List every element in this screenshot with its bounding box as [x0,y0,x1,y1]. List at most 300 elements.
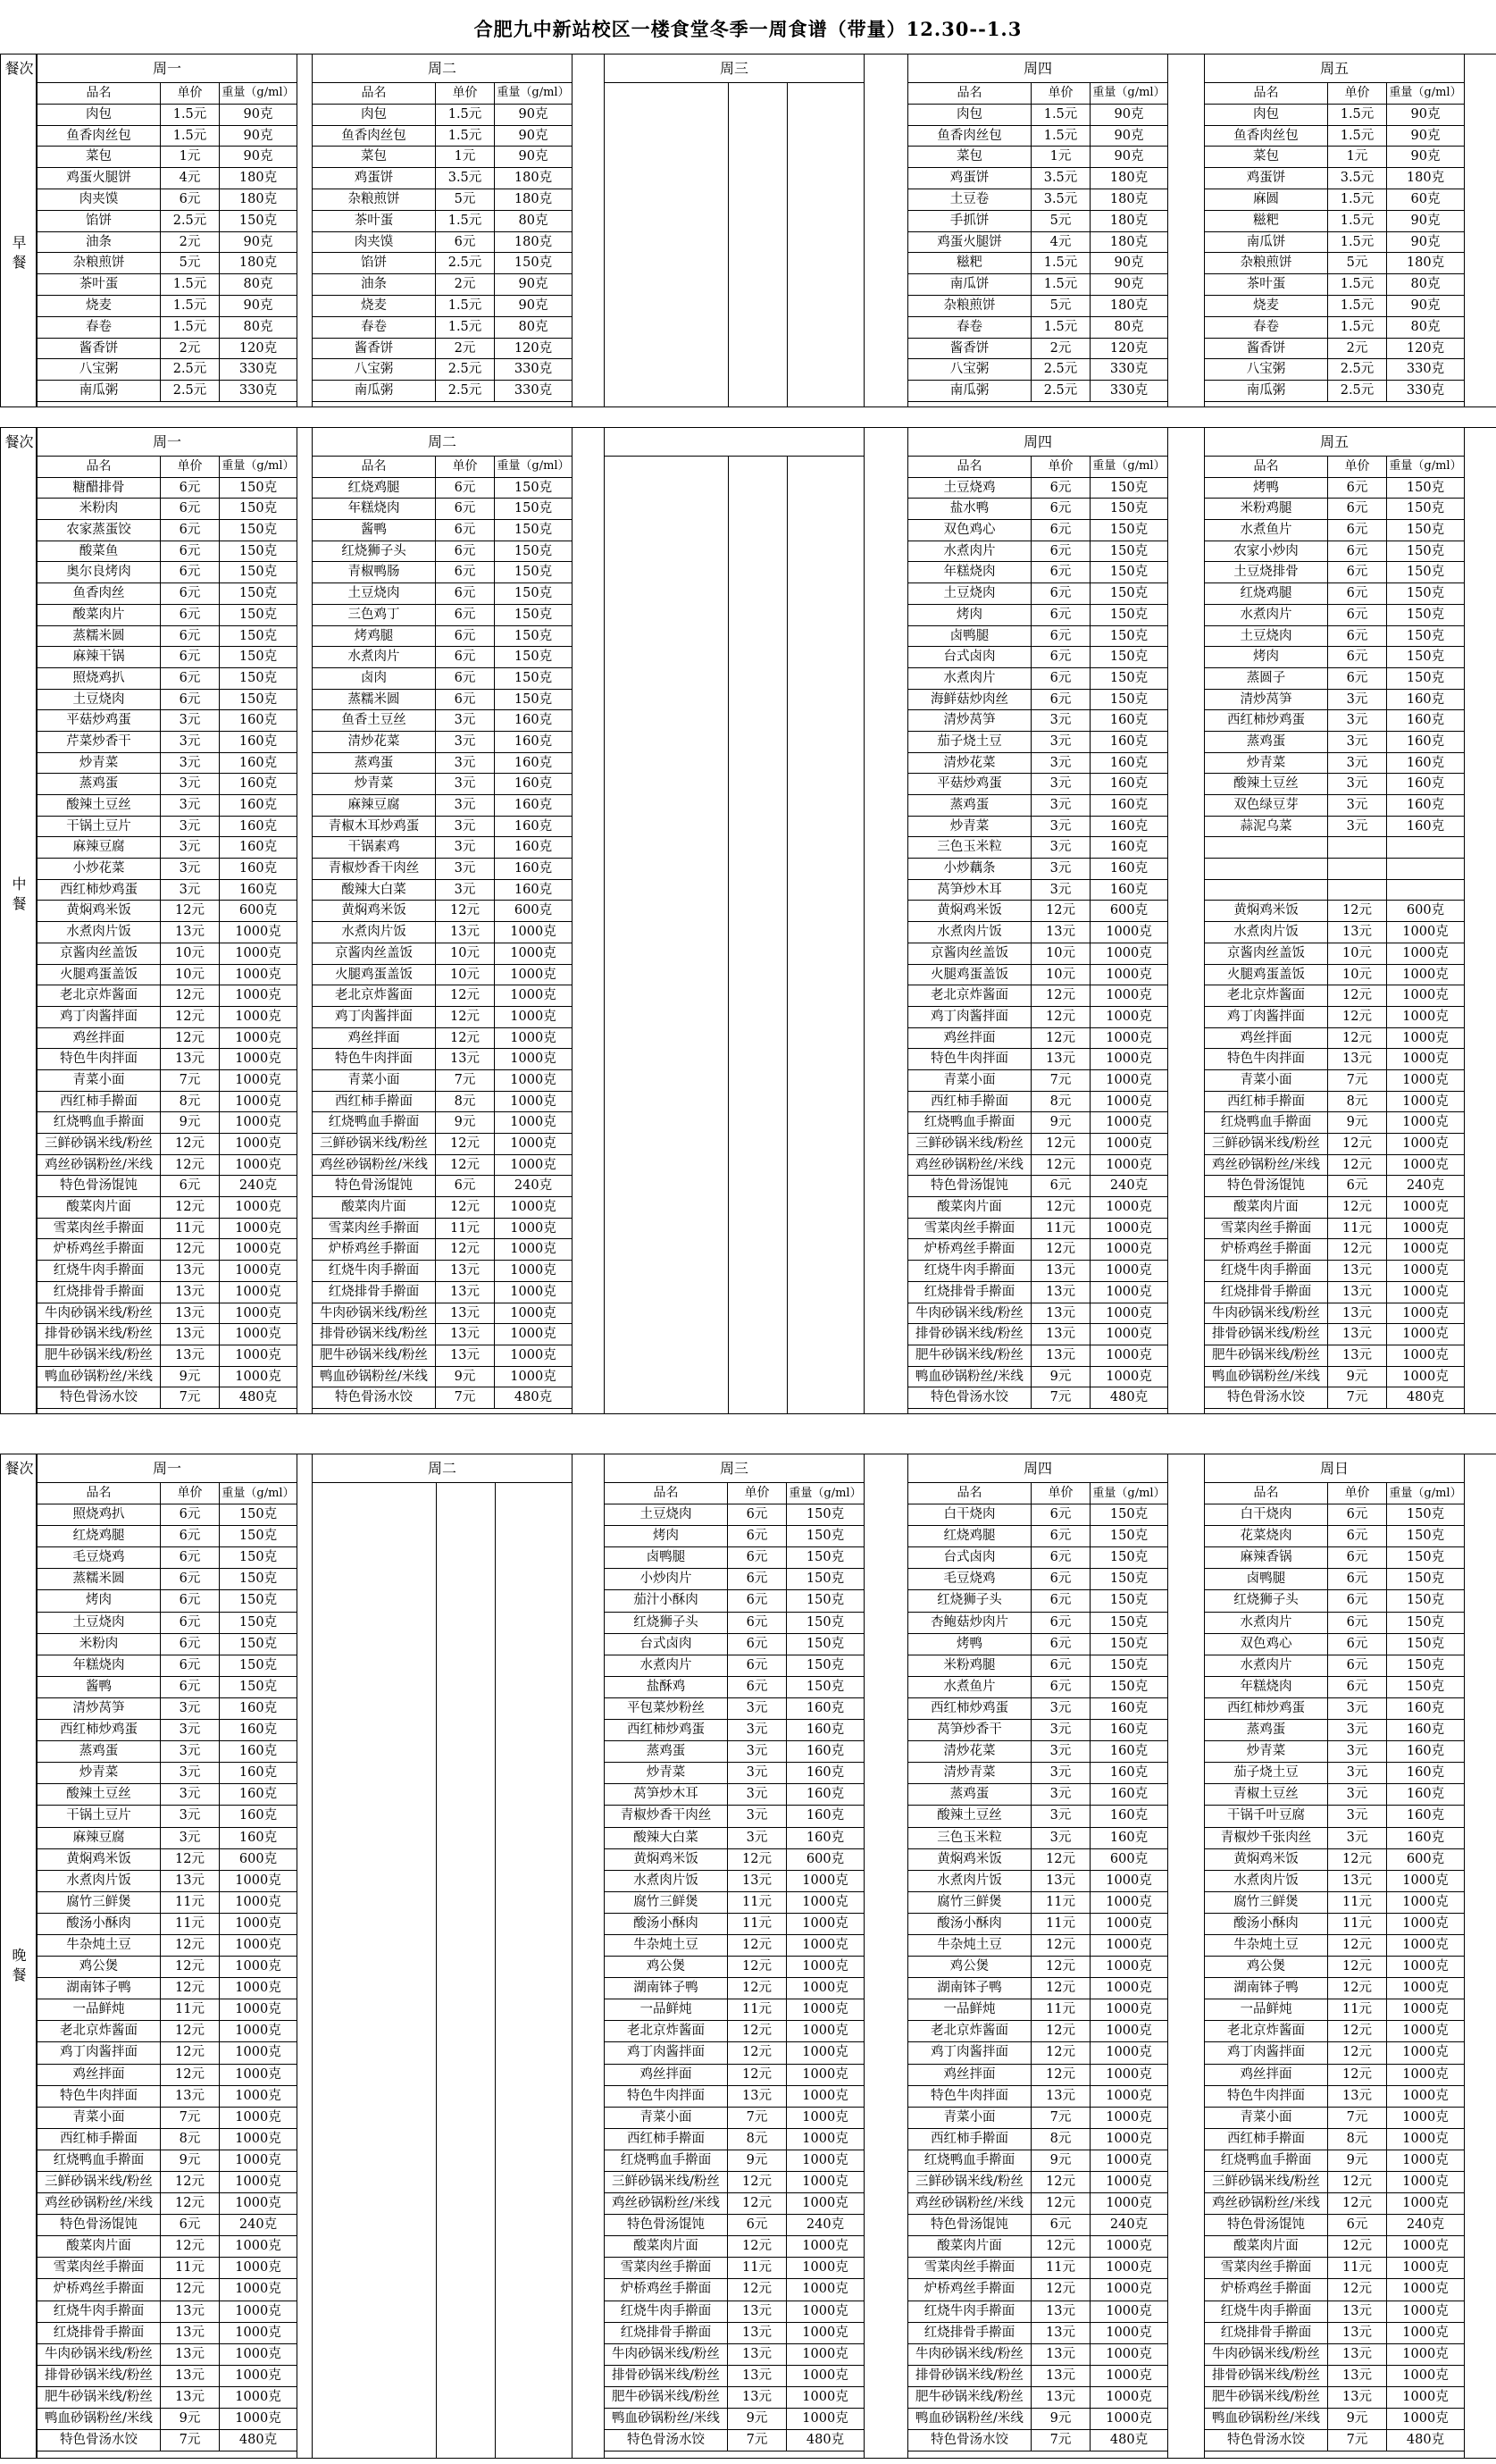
dish-name: 特色骨汤馄饨 [1205,1176,1328,1196]
dish-name: 一品鲜炖 [908,1999,1032,2020]
dish-price: 13元 [728,2086,787,2107]
dish-weight: 160克 [1406,1808,1445,1823]
dish-price: 13元 [161,2301,220,2322]
table-row [908,2258,1167,2279]
table-row [908,1324,1167,1345]
day-column [1204,1454,1465,2458]
dish-name: 京酱肉丝盖饭 [908,943,1032,964]
table-row [908,105,1167,126]
dish-weight: 90克 [518,128,548,143]
dish-weight: 1000克 [510,967,556,982]
dish-price: 3元 [728,1763,787,1783]
dish-weight: 1000克 [1106,925,1152,940]
dish-name: 红烧鸭血手擀面 [313,1112,436,1133]
dish-weight: 90克 [518,106,548,122]
dish-weight: 1000克 [235,2066,281,2082]
dish-price: 6元 [1032,1569,1091,1589]
table-row [605,1526,864,1547]
table-row [908,2042,1167,2064]
dish-name: 八宝粥 [38,359,161,380]
dish-weight: 180克 [238,256,278,271]
dish-price: 11元 [728,1892,787,1913]
dish-weight: 150克 [514,256,553,271]
table-row [38,2279,297,2301]
dish-weight: 160克 [238,1830,278,1845]
table-row [38,1677,297,1698]
dish-price: 10元 [1328,965,1387,985]
dish-name: 雪菜肉丝手擀面 [38,1219,161,1239]
dish-price: 3元 [161,1698,220,1719]
dish-weight: 1000克 [1402,1136,1449,1151]
dish-price: 6元 [1032,690,1091,710]
table-row [38,2065,297,2086]
table-row [605,1741,864,1763]
table-row [1205,965,1464,986]
dish-name: 特色牛肉拌面 [38,1049,161,1069]
dish-name: 水煮肉片 [1205,605,1328,625]
table-row [313,880,572,901]
dish-price: 12元 [436,985,495,1006]
table-row [605,2323,864,2344]
dish-name: 卤肉 [313,668,436,689]
dish-name: 红烧牛肉手擀面 [605,2301,728,2322]
dish-name: 鸡丁肉酱拌面 [38,2042,161,2063]
dish-price: 13元 [1032,1303,1091,1324]
table-row [1205,1806,1464,1827]
table-row [908,2430,1167,2451]
table-row [38,1261,297,1282]
dish-price: 12元 [161,2042,220,2063]
dish-name: 南瓜粥 [313,381,436,401]
table-row [908,381,1167,402]
dish-weight: 1000克 [1402,2002,1449,2017]
dish-name: 鸡蛋饼 [313,168,436,189]
col-price-header: 单价 [161,83,220,104]
table-row [38,499,297,520]
table-row [38,1387,297,1409]
table-row [1205,1134,1464,1155]
dish-price: 13元 [161,1261,220,1281]
table-row [605,1634,864,1655]
col-name-header: 品名 [313,83,436,104]
dish-weight: 150克 [1109,480,1149,495]
table-row [38,2344,297,2366]
table-row [38,690,297,711]
table-row [908,1092,1167,1113]
dish-name: 酸菜鱼 [38,541,161,562]
dish-price: 13元 [1032,2344,1091,2365]
dish-name: 南瓜粥 [38,381,161,401]
dish-price: 3元 [1328,1828,1387,1848]
table-row [313,1303,572,1325]
dish-price: 12元 [1032,1007,1091,1027]
dish-name: 青椒炒香干肉丝 [605,1806,728,1826]
table-row [908,710,1167,732]
dish-name: 火腿鸡蛋盖饭 [1205,965,1328,985]
dish-price: 13元 [161,1049,220,1069]
table-row [908,2301,1167,2323]
dish-weight: 1000克 [235,1242,281,1257]
table-row [908,1504,1167,1526]
dish-price: 5元 [1032,211,1091,231]
table-row [38,1239,297,1261]
col-price-header: 单价 [1032,457,1091,477]
dish-price: 6元 [1328,1590,1387,1611]
dish-weight: 1000克 [235,1327,281,1342]
table-row [908,541,1167,563]
dish-name: 黄焖鸡米饭 [38,1849,161,1870]
table-row [313,1367,572,1388]
dish-name: 湖南钵子鸭 [605,1978,728,1999]
table-row [38,189,297,211]
dish-weight: 150克 [806,1507,845,1522]
dish-name: 红烧排骨手擀面 [1205,2323,1328,2343]
dish-weight: 1000克 [235,2411,281,2426]
dish-name: 酸菜肉片面 [38,2236,161,2257]
dish-name: 红烧鸭血手擀面 [38,2150,161,2171]
dish-name: 红烧排骨手擀面 [313,1282,436,1303]
dish-price: 11元 [728,1914,787,1934]
dish-price: 3元 [728,1698,787,1719]
dish-price: 3元 [1032,1828,1091,1848]
dish-name: 特色骨汤馄饨 [38,1176,161,1196]
dish-weight: 150克 [1109,501,1149,516]
dish-name: 台式卤肉 [908,1547,1032,1568]
dish-price: 6元 [728,1655,787,1676]
dish-weight: 90克 [1114,277,1144,292]
dish-weight: 1000克 [802,2109,848,2125]
dish-weight: 150克 [1109,565,1149,580]
dish-price: 11元 [1032,1219,1091,1239]
dish-weight: 1000克 [235,2325,281,2340]
table-row [605,1698,864,1720]
dish-price: 3元 [1328,795,1387,816]
dish-weight: 150克 [238,586,278,601]
table-row [908,1698,1167,1720]
dish-weight: 1000克 [802,1959,848,1974]
dish-weight: 180克 [238,171,278,186]
dish-weight: 1000克 [1402,2066,1449,2082]
table-row [313,478,572,499]
dish-name: 特色牛肉拌面 [38,2086,161,2107]
dish-weight: 600克 [1406,1851,1445,1866]
dish-name: 双色鸡心 [1205,1634,1328,1655]
col-price-header: 单价 [436,457,495,477]
dish-name: 水煮肉片饭 [1205,922,1328,943]
dish-weight: 600克 [806,1851,845,1866]
dish-price: 13元 [436,1345,495,1366]
dish-name: 土豆烧肉 [38,690,161,710]
dish-weight: 330克 [238,383,278,398]
table-row [313,1197,572,1219]
dish-weight: 150克 [1406,628,1445,643]
dish-price: 12元 [161,1197,220,1218]
table-header-row [1205,457,1464,478]
dish-name: 老北京炸酱面 [908,2021,1032,2041]
dish-weight: 150克 [1109,1550,1149,1565]
dish-price: 3元 [436,880,495,901]
dish-price: 12元 [1032,2193,1091,2214]
dish-price: 13元 [436,1303,495,1324]
dish-name: 鸭血砂锅粉丝/米线 [38,2409,161,2429]
dish-weight: 160克 [238,755,278,770]
dish-name: 麻辣豆腐 [38,1828,161,1848]
dish-name: 烤肉 [605,1526,728,1546]
dish-weight: 150克 [1109,543,1149,558]
dish-price: 1元 [1032,147,1091,167]
dish-weight: 90克 [243,149,273,164]
dish-weight: 180克 [1109,298,1149,313]
dish-name: 土豆烧肉 [605,1504,728,1525]
dish-price: 11元 [161,2258,220,2278]
dish-name: 水煮肉片饭 [908,1871,1032,1891]
dish-weight: 150克 [1406,480,1445,495]
dish-name: 三色玉米粒 [908,1828,1032,1848]
dish-name: 老北京炸酱面 [38,2021,161,2041]
dish-price: 1.5元 [1328,232,1387,253]
table-row [38,1655,297,1677]
dish-name: 酸辣土豆丝 [1205,774,1328,794]
table-row [908,1999,1167,2021]
dish-name: 台式卤肉 [605,1634,728,1655]
dish-name: 鸡丝拌面 [38,2065,161,2085]
dish-price: 12元 [436,1155,495,1176]
dish-price: 3元 [161,732,220,752]
table-row [38,1634,297,1655]
table-row [38,2409,297,2430]
table-row [313,1092,572,1113]
dish-weight: 1000克 [1106,2239,1152,2254]
dish-price: 9元 [1032,1112,1091,1133]
dish-weight: 160克 [514,776,553,792]
dish-name: 红烧牛肉手擀面 [313,1261,436,1281]
dish-name: 鱼香肉丝 [38,583,161,604]
table-row [908,2172,1167,2193]
table-row [38,647,297,668]
table-row [908,1569,1167,1590]
dish-weight: 1000克 [1106,1327,1152,1342]
dish-name: 卤鸭腿 [1205,1569,1328,1589]
table-row [1205,1590,1464,1612]
table-row [605,2279,864,2301]
dish-weight: 180克 [1109,213,1149,228]
dish-name: 红烧牛肉手擀面 [1205,2301,1328,2322]
dish-name: 牛杂炖土豆 [1205,1935,1328,1956]
dish-name: 蒸鸡蛋 [605,1741,728,1762]
dish-weight: 1000克 [1106,1959,1152,1974]
dish-price: 1.5元 [1328,189,1387,210]
dish-price: 6元 [1032,605,1091,625]
dish-price: 6元 [1328,520,1387,541]
dish-name: 雪菜肉丝手擀面 [908,2258,1032,2278]
dish-weight: 1000克 [1106,2152,1152,2167]
table-row [908,2193,1167,2215]
empty-day-grid [313,1483,572,2458]
dish-name: 酸辣大白菜 [313,880,436,901]
table-row [605,2236,864,2258]
dish-name: 白干烧肉 [1205,1504,1328,1525]
dish-price: 13元 [1328,2344,1387,2365]
table-row [1205,1070,1464,1092]
dish-weight: 150克 [1109,670,1149,685]
table-row [313,296,572,317]
dish-weight: 1000克 [1402,2239,1449,2254]
dish-price: 1.5元 [1032,274,1091,295]
dish-weight: 1000克 [1106,1115,1152,1130]
table-row [908,2150,1167,2172]
dish-price: 6元 [1032,583,1091,604]
dish-name: 烤肉 [1205,647,1328,667]
table-row [1205,1849,1464,1871]
table-header-row [908,1483,1167,1504]
table-row [38,2108,297,2129]
dish-name: 双色鸡心 [908,520,1032,541]
day-name: 周二 [313,54,572,83]
dish-price: 1.5元 [1032,126,1091,147]
dish-price: 7元 [161,2430,220,2451]
dish-weight: 160克 [514,818,553,834]
dish-name: 鸡公煲 [38,1957,161,1977]
dish-weight: 90克 [1410,149,1441,164]
dish-weight: 160克 [238,861,278,876]
dish-name: 腐竹三鲜煲 [908,1892,1032,1913]
dish-name: 菜包 [38,147,161,167]
table-row [908,296,1167,317]
dish-name: 水煮肉片饭 [38,1871,161,1891]
dish-price: 6元 [1032,1526,1091,1546]
dish-price: 6元 [436,647,495,667]
dish-name: 清炒莴笋 [908,710,1032,731]
dish-price: 12元 [1328,2279,1387,2300]
dish-price: 1.5元 [1032,253,1091,273]
dish-name: 油条 [38,232,161,253]
dish-name: 牛杂炖土豆 [605,1935,728,1956]
table-row [1205,647,1464,668]
dish-name: 酸辣土豆丝 [908,1806,1032,1826]
table-row [1205,1303,1464,1325]
dish-weight: 150克 [1406,1507,1445,1522]
dish-name: 毛豆烧鸡 [38,1547,161,1568]
table-row [38,2021,297,2042]
dish-price: 3元 [1328,1741,1387,1762]
dish-price: 13元 [728,2323,787,2343]
dish-name: 炉桥鸡丝手擀面 [1205,2279,1328,2300]
dish-price: 9元 [1328,1367,1387,1387]
dish-price [1328,880,1387,901]
dish-price: 12元 [161,901,220,921]
dish-weight: 1000克 [510,1347,556,1362]
dish-name: 茶叶蛋 [1205,274,1328,295]
dish-price: 1元 [161,147,220,167]
dish-weight: 1000克 [510,925,556,940]
table-row [908,1828,1167,1849]
dish-weight: 160克 [806,1830,845,1845]
dish-weight: 150克 [238,213,278,228]
dish-price: 6元 [436,232,495,253]
dish-price: 13元 [1032,2323,1091,2343]
table-header-row [38,1483,297,1504]
table-row [1205,232,1464,254]
dish-name: 红烧牛肉手擀面 [1205,1261,1328,1281]
dish-name: 雪菜肉丝手擀面 [1205,1219,1328,1239]
dish-weight: 150克 [238,1614,278,1630]
table-row [38,359,297,381]
dish-price: 6元 [1032,1547,1091,1568]
dish-weight: 1000克 [235,2131,281,2146]
table-row [38,1134,297,1155]
dish-weight: 160克 [238,1787,278,1802]
meal-header: 餐次 [4,60,34,77]
dish-name: 鸡蛋火腿饼 [38,168,161,189]
dish-name: 杏鲍菇炒肉片 [908,1613,1032,1633]
dish-price: 13元 [1328,2387,1387,2408]
dish-weight: 90克 [1114,106,1144,122]
dish-weight: 150克 [806,1593,845,1608]
dish-weight: 600克 [514,903,553,918]
dish-weight: 240克 [1406,2217,1445,2233]
table-row [38,1049,297,1070]
dish-name: 黄焖鸡米饭 [1205,1849,1328,1870]
dish-price: 8元 [1032,2129,1091,2150]
table-row [313,1219,572,1240]
dish-name: 西红柿手擀面 [605,2129,728,2150]
dish-price: 12元 [728,2065,787,2085]
table-row [313,1134,572,1155]
dish-price: 13元 [436,922,495,943]
dish-name: 酸菜肉片面 [908,2236,1032,2257]
dish-price: 3元 [1032,1784,1091,1805]
dish-name: 雪菜肉丝手擀面 [1205,2258,1328,2278]
table-row [1205,583,1464,605]
dish-name: 青椒土豆丝 [1205,1784,1328,1805]
dish-weight: 160克 [806,1722,845,1738]
dish-price: 12元 [1328,2172,1387,2192]
dish-name: 老北京炸酱面 [38,985,161,1006]
dish-weight: 150克 [806,1636,845,1651]
dish-price: 12元 [1328,1197,1387,1218]
dish-weight: 80克 [1114,319,1144,334]
dish-price: 12元 [1032,2236,1091,2257]
table-row [605,2129,864,2150]
dish-name: 糍粑 [1205,211,1328,231]
dish-price: 13元 [1328,2366,1387,2386]
dish-weight: 1000克 [1402,1959,1449,1974]
day-name: 周三 [605,54,864,83]
dish-price: 12元 [1328,1134,1387,1154]
table-row [38,1070,297,1092]
meal-label: 早 餐 [12,234,27,271]
dish-name: 红烧鸭血手擀面 [908,2150,1032,2171]
dish-price: 10元 [161,965,220,985]
dish-name: 肥牛砂锅米线/粉丝 [1205,1345,1328,1366]
table-row [38,1871,297,1892]
dish-price: 7元 [728,2430,787,2451]
table-row [1205,274,1464,296]
dish-weight: 160克 [1406,776,1445,792]
col-weight-header: 重量（g/ml） [497,459,570,473]
dish-weight: 160克 [806,1744,845,1759]
dish-name: 特色牛肉拌面 [605,2086,728,2107]
dish-price: 7元 [1032,1387,1091,1408]
table-row [908,1978,1167,1999]
dish-name: 红烧鸭血手擀面 [38,1112,161,1133]
dish-weight: 160克 [1109,1808,1149,1823]
dish-price: 3元 [1032,774,1091,794]
dish-price: 9元 [161,2409,220,2429]
dish-name: 奥尔良烤肉 [38,562,161,582]
table-row [1205,943,1464,965]
table-row [313,583,572,605]
